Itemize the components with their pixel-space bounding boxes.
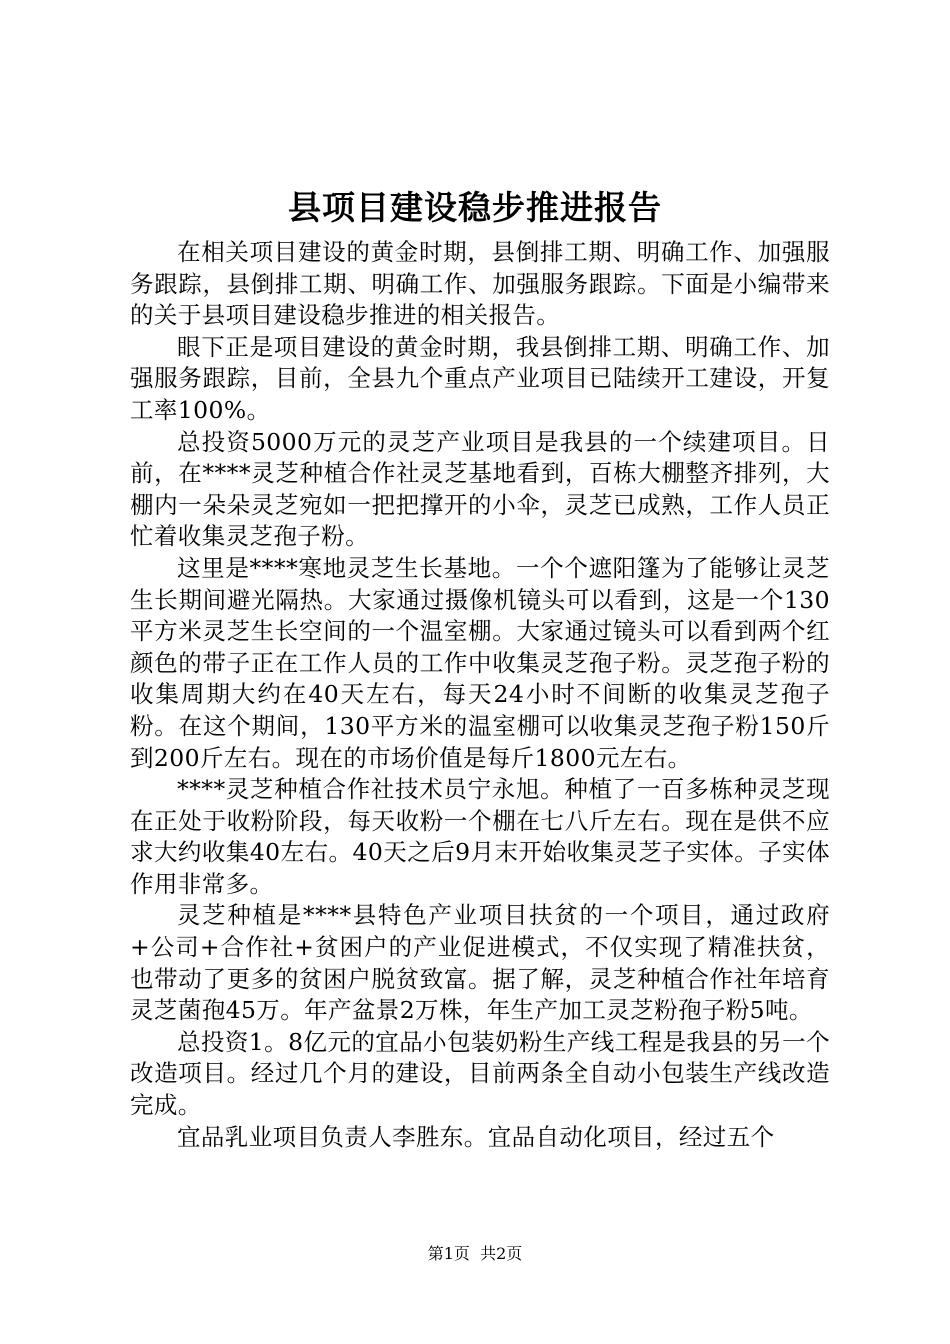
page-number: 第1页 [427, 1244, 470, 1263]
footer-separator [470, 1244, 480, 1263]
paragraph: 总投资1。8亿元的宜品小包装奶粉生产线工程是我县的另一个改造项目。经过几个月的建设，目前两条全自动小包装生产线改造完成。 [130, 1027, 830, 1120]
document-body [130, 237, 830, 1153]
page-footer [0, 1242, 950, 1266]
paragraph: 宜品乳业项目负责人李胜东。宜品自动化项目，经过五个 [177, 1122, 775, 1151]
paragraph: ****灵芝种植合作社技术员宁永旭。种植了一百多栋种灵芝现在正处于收粉阶段，每天收粉一个棚在七八斤左右。现在是供不应求大约收集40左右。40天之后9月末开始收集灵芝子实体。子实体作用非常多。 [130, 775, 830, 898]
document-title: 县项目建设稳步推进报告 [288, 188, 662, 227]
paragraph: 这里是****寒地灵芝生长基地。一个个遮阳篷为了能够让灵芝生长期间避光隔热。大家通过摄像机镜头可以看到，这是一个130平方米灵芝生长空间的一个温室棚。大家通过镜头可以看到两个红颜色的带子正在工作人员的工作中收集灵芝孢子粉。灵芝孢子粉的收集周期大约在40天左右，每天24小时不间断的收集灵芝孢子粉。在这个期间，130平方米的温室棚可以收集灵芝孢子粉150斤到200斤左右。现在的市场价值是每斤1800元左右。 [130, 553, 830, 772]
page-total: 共2页 [480, 1244, 523, 1263]
paragraph: 在相关项目建设的黄金时期，县倒排工期、明确工作、加强服务跟踪，县倒排工期、明确工作、加强服务跟踪。下面是小编带来的关于县项目建设稳步推进的相关报告。 [130, 238, 830, 330]
paragraph: 总投资5000万元的灵芝产业项目是我县的一个续建项目。日前，在****灵芝种植合作社灵芝基地看到，百栋大棚整齐排列，大棚内一朵朵灵芝宛如一把把撑开的小伞，灵芝已成熟，工作人员正忙着收集灵芝孢子粉。 [130, 427, 830, 551]
paragraph: 眼下正是项目建设的黄金时期，我县倒排工期、明确工作、加强服务跟踪，目前，全县九个重点产业项目已陆续开工建设，开复工率100%。 [130, 332, 830, 424]
paragraph: 灵芝种植是****县特色产业项目扶贫的一个项目，通过政府+公司+合作社+贫困户的产业促进模式，不仅实现了精准扶贫，也带动了更多的贫困户脱贫致富。据了解，灵芝种植合作社年培育灵芝菌孢45万。年产盆景2万株，年生产加工灵芝粉孢子粉5吨。 [130, 901, 830, 1025]
